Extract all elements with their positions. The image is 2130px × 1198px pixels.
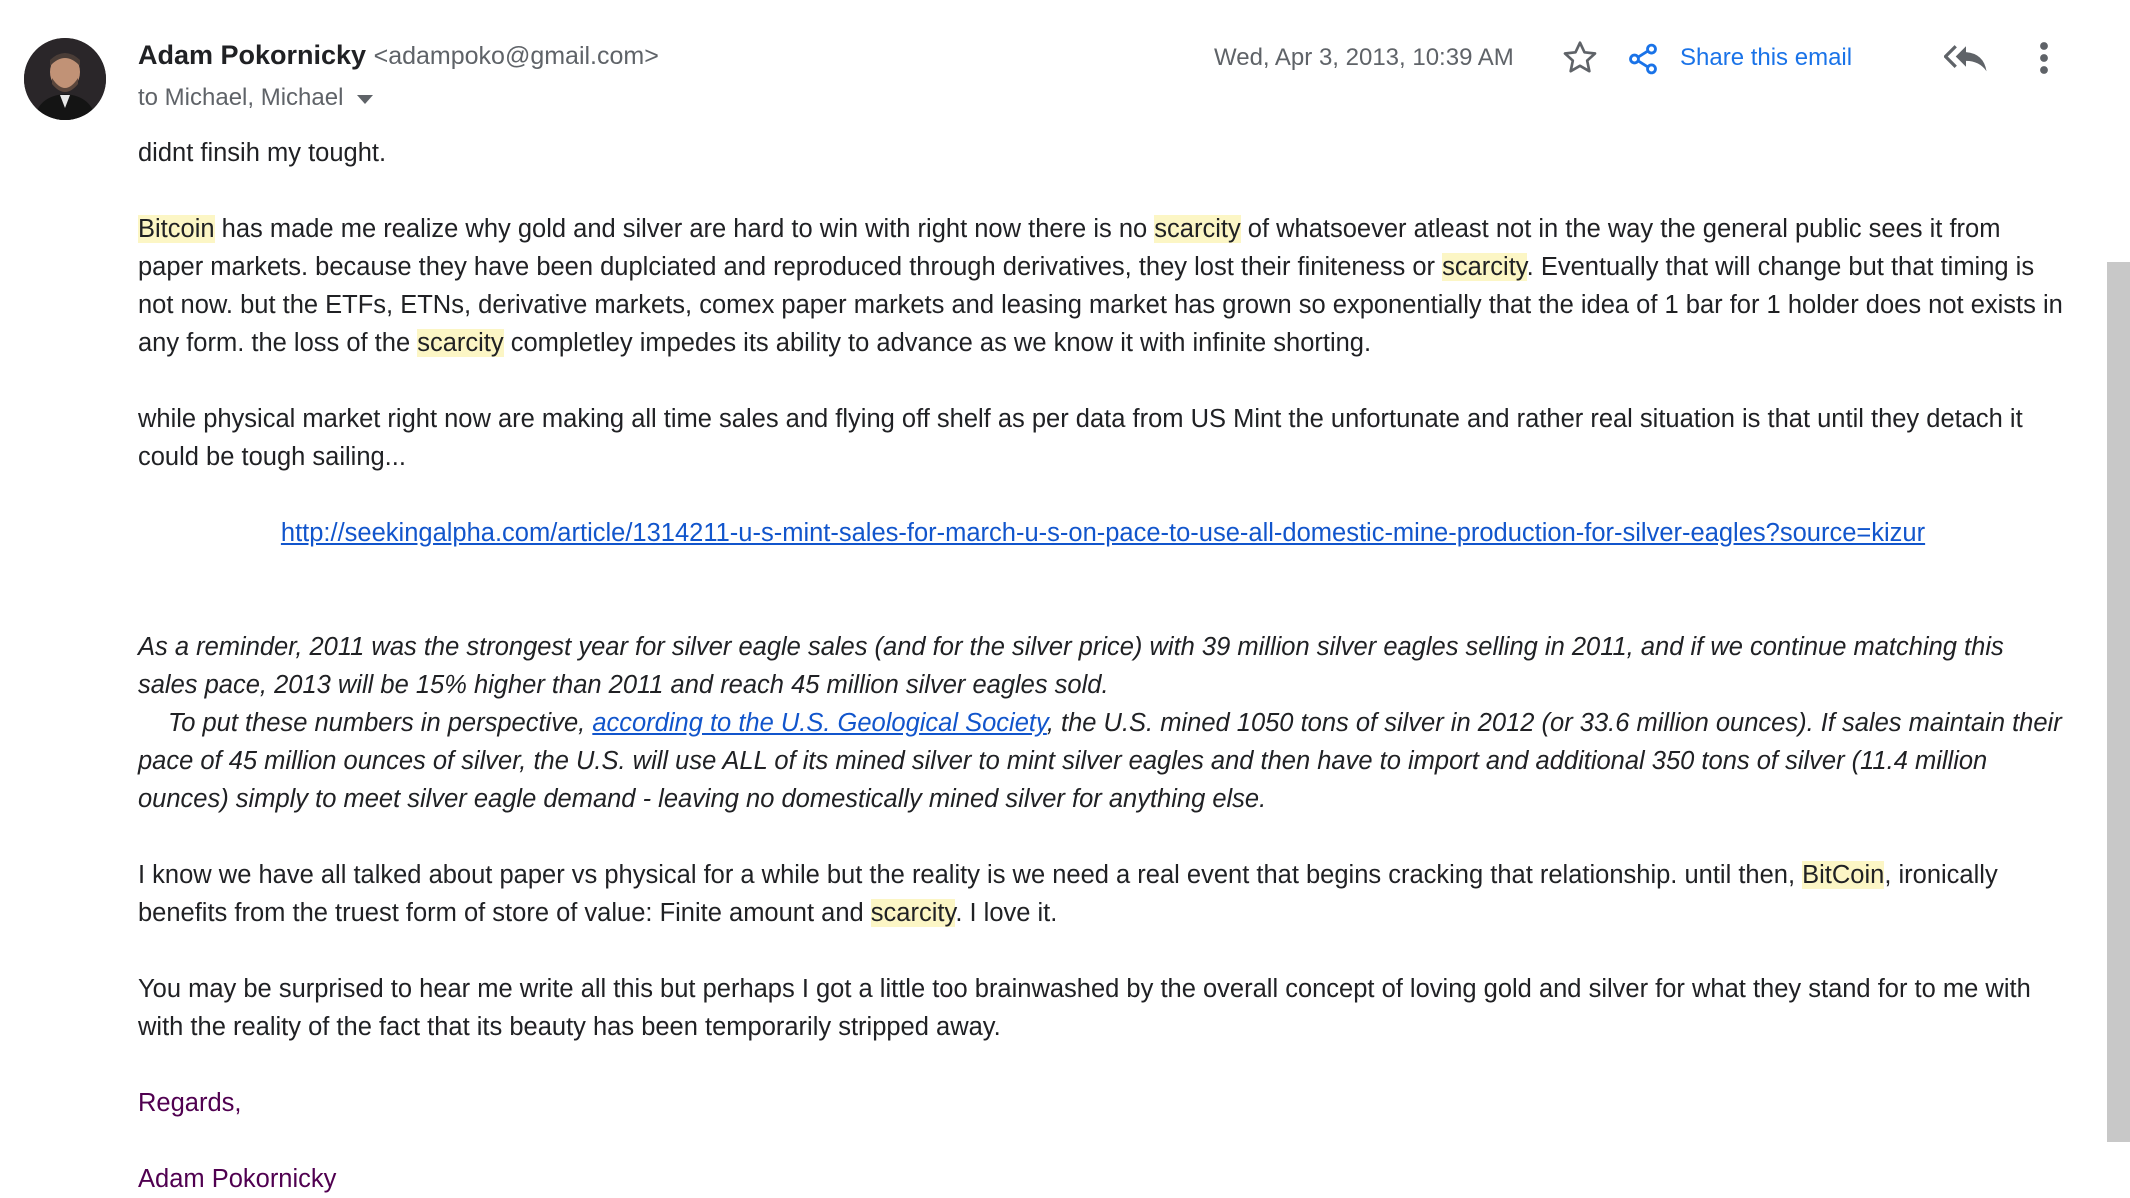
recipients-toggle[interactable] (138, 84, 373, 112)
body-paragraph (138, 210, 2068, 362)
star-icon[interactable] (1560, 38, 1600, 78)
share-icon[interactable] (1626, 42, 1660, 76)
body-paragraph (138, 856, 2068, 932)
search-highlight: BitCoin (1802, 861, 1885, 889)
search-highlight: scarcity (417, 329, 504, 357)
avatar[interactable] (24, 38, 106, 120)
more-vert-icon[interactable] (2032, 40, 2056, 76)
avatar-image (24, 38, 106, 120)
email-date: Wed, Apr 3, 2013, 10:39 AM (1214, 44, 1514, 71)
share-email-link[interactable]: Share this email (1680, 44, 1853, 71)
text-run: To put these numbers in perspective, (168, 709, 593, 737)
quoted-paragraph: As a reminder, 2011 was the strongest year for silver eagle sales (and for the silver price) with 39 million silver eagles selling in 2011, and if we continue matching this sales pace, 2013 will be 15% higher than 2011 and reach 45 million silver eagles sold. (138, 633, 2004, 699)
body-paragraph: You may be surprised to hear me write all this but perhaps I got a little too brainwashed by the overall concept of loving gold and silver for what they stand for to me with with the reality of the fact that its beauty has been temporarily stripped away. (138, 975, 2031, 1041)
sender[interactable] (138, 40, 659, 71)
body-paragraph: while physical market right now are making all time sales and flying off shelf as per data from US Mint the unfortunate and rather real situation is that until they detach it could be tough sailing... (138, 405, 2023, 471)
signature-name: Adam Pokornicky (138, 1165, 337, 1193)
search-highlight: scarcity (1442, 253, 1527, 281)
body-line: didnt finsih my tought. (138, 139, 387, 167)
text-run: has made me realize why gold and silver are hard to win with right now there is no (214, 215, 1155, 243)
text-run: , the U.S. mined 1050 tons of silver in 2012 (or 33.6 million ounces). If sales maintain their pace of 45 million ounces of silver, the U.S. will use ALL of its mined silver to mint silver eagles and then have to import and additional 350 tons of silver (11.4 million ounces) simply to meet silver eagle demand - leaving no domestically mined silver for anything else. (138, 709, 2062, 813)
geological-society-link[interactable]: according to the U.S. Geological Society (592, 709, 1047, 737)
quoted-paragraph (138, 704, 2068, 818)
text-run: of whatsoever atleast not in the way the general public sees it from paper markets. because they have been duplciated and reproduced through derivatives, they lost their finiteness or (138, 215, 2001, 281)
text-run: . Eventually that will change but that timing is not now. but the ETFs, ETNs, derivative markets, comex paper markets and leasing market has grown so exponentially that the idea of 1 bar for 1 holder does not exists in any form. the loss of the (138, 253, 2063, 357)
sender-email: <adampoko@gmail.com> (373, 42, 659, 70)
text-run: , ironically benefits from the truest form of store of value: Finite amount and (138, 861, 1998, 927)
search-highlight: scarcity (1154, 215, 1241, 243)
article-link[interactable]: http://seekingalpha.com/article/1314211-u-s-mint-sales-for-march-u-s-on-pace-to-use-all-domestic-mine-production-for-silver-eagles?source=kizur (280, 519, 1926, 547)
email-body (138, 134, 2068, 1198)
chevron-down-icon[interactable] (357, 95, 373, 104)
recipients-label: to Michael, Michael (138, 84, 344, 111)
scrollbar[interactable] (2107, 262, 2130, 1142)
text-run: . I love it. (955, 899, 1058, 927)
text-run: completley impedes its ability to advance as we know it with infinite shorting. (503, 329, 1372, 357)
search-highlight: scarcity (870, 899, 956, 927)
signature-regards: Regards, (138, 1089, 242, 1117)
sender-name: Adam Pokornicky (138, 40, 367, 70)
text-run: I know we have all talked about paper vs physical for a while but the reality is we need a real event that begins cracking that relationship. until then, (138, 861, 1803, 889)
search-highlight: Bitcoin (138, 215, 215, 243)
reply-all-icon[interactable] (1944, 40, 1988, 76)
